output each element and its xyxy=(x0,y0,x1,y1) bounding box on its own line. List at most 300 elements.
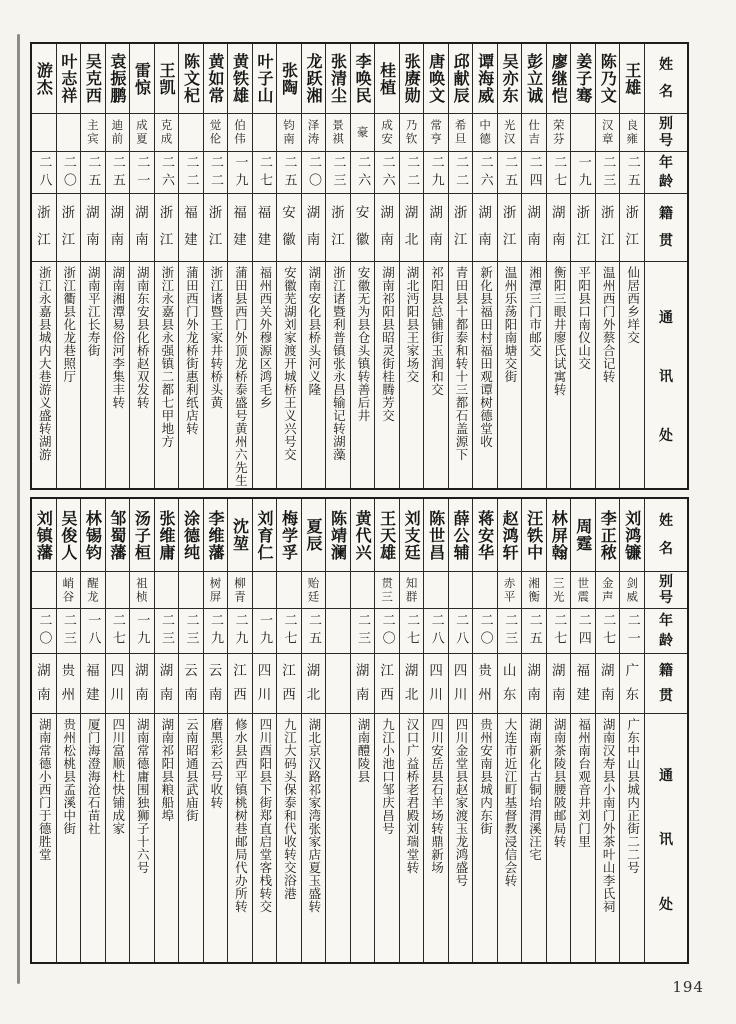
cell-alias xyxy=(81,114,105,152)
person-column xyxy=(375,499,400,962)
vertical-char: 名 xyxy=(659,541,673,558)
cell-alias xyxy=(277,114,301,152)
vertical-char: 南 xyxy=(478,232,492,249)
name-text: 雷惊 xyxy=(132,61,152,96)
cell-age xyxy=(81,609,105,654)
age-text: 二三 xyxy=(330,154,346,191)
cell-alias xyxy=(326,572,350,609)
cell-age xyxy=(57,609,81,654)
age-text: 二二 xyxy=(183,154,199,191)
name-text: 张清尘 xyxy=(328,53,348,104)
age-text: 二〇 xyxy=(60,154,76,191)
age-text: 二五 xyxy=(624,154,640,191)
cell-origin xyxy=(596,194,620,262)
name-text: 赵鸿轩 xyxy=(500,509,520,561)
vertical-char: 南 xyxy=(184,686,198,703)
cell-origin xyxy=(596,654,620,714)
cell-address xyxy=(57,714,81,962)
alias-text: 贻廷 xyxy=(306,576,321,604)
cell-age xyxy=(179,152,203,194)
alias-text: 荣芬 xyxy=(551,119,566,146)
cell-age xyxy=(596,609,620,654)
address-text: 温州西门外蔡合记转 xyxy=(601,266,617,383)
cell-name xyxy=(620,44,644,114)
vertical-char: 南 xyxy=(380,232,394,249)
cell-name xyxy=(130,499,154,572)
vertical-char: 云 xyxy=(184,662,198,679)
age-text: 二三 xyxy=(158,613,174,649)
cell-address xyxy=(596,262,620,488)
age-text: 二七 xyxy=(600,613,616,649)
age-text: 二九 xyxy=(232,613,248,649)
cell-alias xyxy=(571,572,595,609)
cell-name xyxy=(522,44,546,114)
address-text: 祁阳县总铺街玉润和交 xyxy=(429,266,445,396)
vertical-char: 湖 xyxy=(404,662,419,679)
vertical-char: 姓 xyxy=(659,512,673,529)
vertical-char: 江 xyxy=(600,232,615,249)
cell-alias xyxy=(204,572,228,609)
vertical-char: 湖 xyxy=(380,205,394,222)
cell-origin xyxy=(155,194,179,262)
cell-origin xyxy=(620,194,644,262)
cell-age xyxy=(424,152,448,194)
person-column xyxy=(130,499,155,962)
vertical-char: 湖 xyxy=(551,662,566,679)
vertical-char: 湖 xyxy=(355,662,370,679)
person-column xyxy=(228,44,253,488)
person-column xyxy=(277,44,302,488)
cell-alias xyxy=(253,572,277,609)
address-text: 浙江永嘉县永强镇二都七甲地方 xyxy=(159,266,175,448)
vertical-char: 徽 xyxy=(355,232,370,249)
vertical-char: 南 xyxy=(355,686,370,703)
person-column xyxy=(400,499,425,962)
person-column xyxy=(473,44,498,488)
cell-alias xyxy=(449,114,473,152)
vertical-char: 南 xyxy=(86,232,100,249)
person-column xyxy=(204,44,229,488)
vertical-char: 别 xyxy=(659,116,673,132)
person-column xyxy=(155,499,180,962)
address-text: 浙江诸暨利普镇张永昌输记转湖藻 xyxy=(331,266,347,461)
cell-origin xyxy=(547,654,571,714)
person-column xyxy=(277,499,302,962)
cell-name xyxy=(106,499,130,572)
vertical-char: 籍 xyxy=(659,663,673,680)
cell-address xyxy=(155,262,179,488)
age-text: 二三 xyxy=(355,613,371,649)
cell-age xyxy=(302,609,326,654)
vertical-char: 江 xyxy=(625,232,639,249)
age-text: 二四 xyxy=(575,613,591,649)
address-text: 青田县十都泰和转十三都石盖源下 xyxy=(454,266,469,461)
address-text: 安徽芜湖刘家渡开城桥王义兴号交 xyxy=(282,266,298,461)
alias-text: 贯三 xyxy=(380,576,395,604)
age-text: 二五 xyxy=(526,613,542,649)
cell-name xyxy=(32,499,56,572)
name-text: 薛公辅 xyxy=(451,509,471,561)
column-header-address xyxy=(645,714,687,962)
cell-age xyxy=(155,152,179,194)
cell-address xyxy=(253,262,277,488)
cell-name xyxy=(351,44,375,114)
vertical-char: 北 xyxy=(404,232,419,249)
vertical-char: 南 xyxy=(135,686,149,703)
cell-address xyxy=(228,714,252,962)
vertical-char: 四 xyxy=(110,662,125,679)
cell-age xyxy=(277,609,301,654)
vertical-char: 江 xyxy=(331,232,345,249)
cell-address xyxy=(375,262,399,488)
name-text: 黄代兴 xyxy=(353,509,373,561)
cell-age xyxy=(57,152,81,194)
cell-name xyxy=(81,499,105,572)
vertical-char: 福 xyxy=(233,205,247,222)
name-text: 涂德纯 xyxy=(181,509,201,561)
vertical-char: 浙 xyxy=(61,205,76,222)
cell-name xyxy=(155,499,179,572)
address-text: 蒲田西门外龙桥街惠利纸店转 xyxy=(184,266,200,435)
cell-name xyxy=(155,44,179,114)
vertical-char: 处 xyxy=(659,896,673,913)
age-text: 二七 xyxy=(281,613,297,649)
age-text: 二九 xyxy=(428,154,444,191)
cell-address xyxy=(498,714,522,962)
name-text: 唐唤文 xyxy=(426,53,446,104)
cell-alias xyxy=(130,572,154,609)
cell-origin xyxy=(106,654,130,714)
address-text: 云南昭通县武庙街 xyxy=(184,718,200,822)
name-text: 王凯 xyxy=(156,61,176,96)
cell-alias xyxy=(375,572,399,609)
page-number: 194 xyxy=(672,978,704,996)
header-column xyxy=(645,44,687,488)
name-text: 姜子骞 xyxy=(573,53,593,104)
name-text: 张陶 xyxy=(279,61,299,96)
cell-address xyxy=(400,262,424,488)
cell-origin xyxy=(130,194,154,262)
cell-origin xyxy=(204,654,228,714)
address-text: 浙江衢县化龙巷照厅 xyxy=(61,266,77,383)
vertical-char: 湖 xyxy=(527,205,541,222)
cell-name xyxy=(375,44,399,114)
age-text: 二三 xyxy=(183,613,199,649)
address-text: 湖北沔阳县王家场交 xyxy=(404,266,420,383)
cell-age xyxy=(351,152,375,194)
cell-name xyxy=(277,44,301,114)
name-text: 桂植 xyxy=(377,61,397,96)
name-text: 吴亦东 xyxy=(500,53,520,104)
alias-text: 汉章 xyxy=(600,119,615,146)
cell-alias xyxy=(620,114,644,152)
cell-age xyxy=(449,609,473,654)
address-text: 浙江永嘉县城内大巷游义盛转湖游 xyxy=(37,266,53,461)
vertical-char: 建 xyxy=(576,686,590,703)
address-text: 湖南常德小西门于德胜堂 xyxy=(37,718,53,861)
alias-text: 金声 xyxy=(600,576,615,604)
cell-name xyxy=(302,44,326,114)
address-text: 安徽无为县仓头镇转善后井 xyxy=(355,266,371,422)
alias-text: 世震 xyxy=(576,576,591,604)
cell-address xyxy=(228,262,252,488)
alias-text: 祖桢 xyxy=(134,576,149,604)
cell-alias xyxy=(302,572,326,609)
cell-origin xyxy=(277,654,301,714)
column-header-origin xyxy=(645,654,687,714)
vertical-char: 北 xyxy=(404,686,419,703)
vertical-char: 福 xyxy=(576,662,590,679)
address-text: 湖南祁阳县粮船埠 xyxy=(159,718,175,822)
age-text: 二〇 xyxy=(306,154,322,191)
person-column xyxy=(375,44,400,488)
cell-address xyxy=(571,714,595,962)
vertical-char: 贵 xyxy=(478,662,492,679)
cell-name xyxy=(326,44,350,114)
alias-text: 峭谷 xyxy=(61,576,76,604)
cell-origin xyxy=(253,654,277,714)
name-text: 邹蜀藩 xyxy=(107,509,127,561)
cell-alias xyxy=(424,114,448,152)
age-text: 一九 xyxy=(575,154,591,191)
alias-text: 醒龙 xyxy=(85,576,100,604)
person-column xyxy=(498,44,523,488)
vertical-char: 籍 xyxy=(659,206,673,222)
cell-address xyxy=(204,714,228,962)
vertical-char: 安 xyxy=(355,205,370,222)
cell-age xyxy=(204,152,228,194)
alias-text: 剑威 xyxy=(625,576,640,604)
vertical-char: 南 xyxy=(527,232,541,249)
alias-text: 主宾 xyxy=(85,119,100,146)
cell-address xyxy=(424,714,448,962)
vertical-char: 湖 xyxy=(159,662,174,679)
age-text: 一九 xyxy=(257,613,272,649)
cell-age xyxy=(620,152,644,194)
vertical-char: 讯 xyxy=(659,832,673,848)
cell-name xyxy=(498,499,522,572)
name-text: 王雄 xyxy=(622,61,642,96)
cell-alias xyxy=(32,114,56,152)
alias-text: 希旦 xyxy=(453,119,468,146)
vertical-char: 江 xyxy=(37,232,51,249)
cell-alias xyxy=(571,114,595,152)
age-text: 二九 xyxy=(207,613,223,649)
age-text: 二五 xyxy=(85,154,101,191)
person-column xyxy=(473,499,498,962)
cell-alias xyxy=(228,572,252,609)
alias-text: 仕吉 xyxy=(527,119,542,146)
cell-address xyxy=(106,714,130,962)
cell-address xyxy=(522,262,546,488)
person-column xyxy=(620,44,645,488)
vertical-char: 南 xyxy=(110,232,125,249)
vertical-char: 湖 xyxy=(306,205,321,222)
vertical-char: 福 xyxy=(86,662,100,679)
address-text: 温州乐荡阳南塘交街 xyxy=(503,266,519,383)
cell-address xyxy=(155,714,179,962)
cell-alias xyxy=(522,572,546,609)
address-text: 四川富顺杜快铺成家 xyxy=(110,718,126,835)
alias-text: 知群 xyxy=(404,576,419,604)
cell-alias xyxy=(81,572,105,609)
header-column xyxy=(645,499,687,962)
cell-name xyxy=(253,44,277,114)
alias-text: 赤平 xyxy=(502,576,517,604)
column-header-name xyxy=(645,44,687,114)
person-column xyxy=(302,44,327,488)
age-text: 二七 xyxy=(551,154,567,191)
cell-address xyxy=(473,714,497,962)
vertical-char: 龄 xyxy=(659,173,673,190)
name-text: 周霆 xyxy=(573,518,593,552)
cell-origin xyxy=(302,194,326,262)
cell-age xyxy=(547,609,571,654)
cell-origin xyxy=(81,194,105,262)
name-text: 汪铁中 xyxy=(524,509,544,561)
cell-origin xyxy=(498,194,522,262)
cell-alias xyxy=(326,114,350,152)
name-text: 陈乃文 xyxy=(598,53,618,104)
cell-origin xyxy=(179,654,203,714)
book-binding-shadow xyxy=(17,34,20,984)
address-text: 湖南湘潭易俗河李集丰转 xyxy=(110,266,126,409)
cell-name xyxy=(400,499,424,572)
vertical-char: 讯 xyxy=(659,369,673,385)
alias-text: 豪 xyxy=(355,125,370,140)
vertical-char: 湖 xyxy=(306,662,321,679)
vertical-char: 江 xyxy=(453,232,468,249)
vertical-char: 川 xyxy=(110,686,125,703)
person-column xyxy=(106,499,131,962)
cell-age xyxy=(326,609,350,654)
age-text: 二八 xyxy=(36,154,52,191)
cell-origin xyxy=(449,194,473,262)
person-column xyxy=(179,44,204,488)
cell-origin xyxy=(400,194,424,262)
vertical-char: 川 xyxy=(257,686,272,703)
cell-age xyxy=(228,152,252,194)
cell-name xyxy=(375,499,399,572)
age-text: 二五 xyxy=(502,154,518,191)
name-text: 梅学孚 xyxy=(279,509,299,561)
person-column xyxy=(620,499,645,962)
cell-address xyxy=(375,714,399,962)
cell-alias xyxy=(400,572,424,609)
address-text: 蒲田县西门外顶龙桥泰盛号黄州六先生 xyxy=(233,266,249,487)
alias-text: 泽涛 xyxy=(306,119,321,146)
address-text: 贵州安南县城内东街 xyxy=(478,718,494,835)
vertical-char: 湖 xyxy=(135,662,149,679)
address-text: 湘潭三门市邮交 xyxy=(527,266,543,357)
address-text: 修水县西平镇桃树巷邮局代办所转 xyxy=(233,718,249,913)
age-text: 二五 xyxy=(109,154,125,191)
vertical-char: 别 xyxy=(659,573,673,590)
name-text: 沈堃 xyxy=(230,518,250,552)
cell-origin xyxy=(179,194,203,262)
cell-age xyxy=(106,609,130,654)
cell-name xyxy=(277,499,301,572)
vertical-char: 浙 xyxy=(576,205,590,222)
person-column xyxy=(547,499,572,962)
cell-alias xyxy=(106,114,130,152)
vertical-char: 年 xyxy=(659,155,673,172)
name-text: 陈靖澜 xyxy=(328,509,348,561)
column-header-origin xyxy=(645,194,687,262)
address-text: 湖南祁阳县昭灵街桂腾芳交 xyxy=(380,266,396,422)
cell-age xyxy=(473,609,497,654)
name-text: 刘镇藩 xyxy=(34,509,54,561)
vertical-char: 建 xyxy=(86,686,100,703)
address-text: 四川酉阳县下街郑直启堂客栈转交 xyxy=(257,718,273,913)
vertical-char: 州 xyxy=(61,686,76,703)
cell-name xyxy=(228,499,252,572)
cell-age xyxy=(620,609,644,654)
name-text: 吴克西 xyxy=(83,53,103,104)
age-text: 二六 xyxy=(355,154,371,191)
person-column xyxy=(253,44,278,488)
alias-text: 成夏 xyxy=(134,119,149,146)
vertical-char: 号 xyxy=(659,590,673,607)
person-column xyxy=(302,499,327,962)
cell-name xyxy=(571,44,595,114)
cell-age xyxy=(130,152,154,194)
cell-address xyxy=(326,262,350,488)
alias-text: 湘衡 xyxy=(527,576,542,604)
address-text: 四川金堂县赵家渡玉龙鸿盛号 xyxy=(454,718,469,887)
cell-alias xyxy=(498,114,522,152)
cell-address xyxy=(473,262,497,488)
person-column xyxy=(326,499,351,962)
cell-alias xyxy=(106,572,130,609)
address-text: 浙江诸暨王家井转桥头黄 xyxy=(208,266,224,409)
address-text: 新化县福田村福田观谭树德堂收 xyxy=(478,266,494,448)
person-column xyxy=(571,44,596,488)
cell-name xyxy=(547,44,571,114)
cell-name xyxy=(179,44,203,114)
cell-address xyxy=(32,262,56,488)
cell-address xyxy=(277,262,301,488)
vertical-char: 东 xyxy=(502,686,517,703)
cell-name xyxy=(473,499,497,572)
cell-address xyxy=(179,262,203,488)
cell-age xyxy=(179,609,203,654)
vertical-char: 处 xyxy=(659,428,673,444)
person-column xyxy=(81,44,106,488)
cell-name xyxy=(498,44,522,114)
vertical-char: 福 xyxy=(257,205,272,222)
cell-origin xyxy=(522,194,546,262)
column-header-address xyxy=(645,262,687,488)
cell-alias xyxy=(130,114,154,152)
address-text: 衡阳三眼井廖氏试寓转 xyxy=(552,266,568,396)
address-text: 湖南茶陵县腰陂邮局转 xyxy=(552,718,568,848)
vertical-char: 江 xyxy=(159,232,174,249)
cell-age xyxy=(498,152,522,194)
column-header-age xyxy=(645,152,687,194)
cell-origin xyxy=(326,194,350,262)
address-text: 湖南新化古铜坮渭溪汪宅 xyxy=(527,718,543,861)
cell-age xyxy=(375,609,399,654)
cell-address xyxy=(449,262,473,488)
person-column xyxy=(596,44,621,488)
age-text: 二五 xyxy=(281,154,297,191)
vertical-char: 浙 xyxy=(625,205,639,222)
alias-text: 乃钦 xyxy=(404,119,419,146)
address-text: 四川安岳县石羊场转鼎新场 xyxy=(429,718,445,874)
vertical-char: 四 xyxy=(453,662,468,679)
cell-alias xyxy=(277,572,301,609)
